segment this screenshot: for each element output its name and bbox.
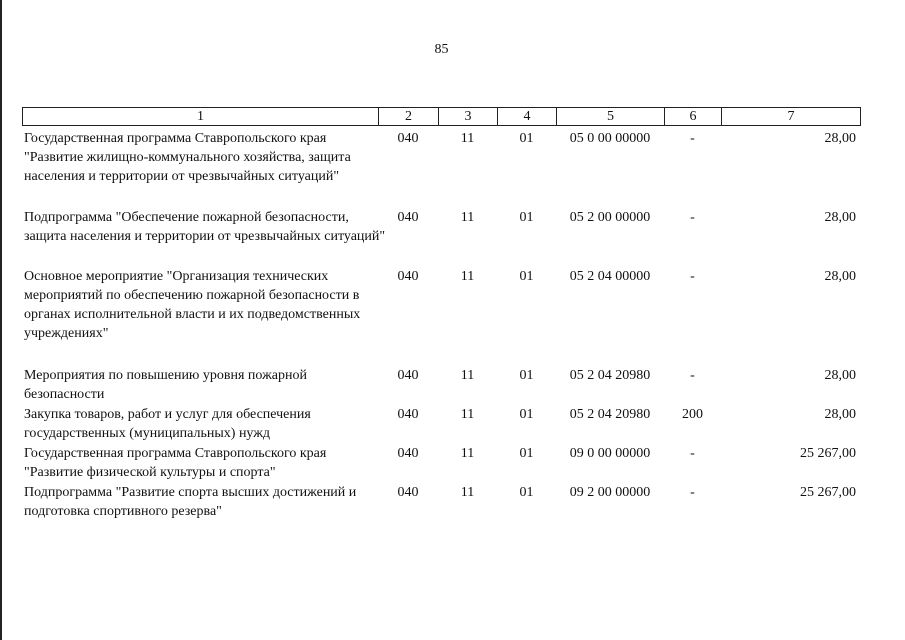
row-code-5: 09 0 00 00000 — [569, 446, 651, 461]
row-amount: 28,00 — [824, 368, 856, 383]
row-code-2: 040 — [397, 446, 419, 461]
row-code-5: 05 2 04 00000 — [569, 269, 651, 284]
row-name: Закупка товаров, работ и услуг для обеспечения государственных (муниципальных) нужд — [24, 407, 311, 441]
row-code-5: 05 2 04 20980 — [569, 368, 651, 383]
row-name: Государственная программа Ставропольского края "Развитие жилищно-коммунального хозяйства, защита населения и территории от чрезвычайных ситуаций" — [24, 131, 351, 184]
row-name: Мероприятия по повышению уровня пожарной безопасности — [24, 368, 307, 402]
row-code-6: - — [690, 446, 695, 461]
header-cell-7: 7 — [721, 107, 861, 126]
row-code-5: 05 2 00 00000 — [569, 210, 651, 225]
row-name: Основное мероприятие "Организация технических мероприятий по обеспечению пожарной безопасности в органах исполнительной власти и их подведомственных учреждениях" — [24, 269, 361, 341]
row-amount: 25 267,00 — [800, 485, 856, 500]
row-code-5: 05 2 04 20980 — [569, 407, 651, 422]
row-code-4: 01 — [519, 368, 534, 383]
header-cell-4: 4 — [497, 107, 557, 126]
row-amount: 28,00 — [824, 210, 856, 225]
row-code-3: 11 — [460, 131, 475, 146]
row-code-2: 040 — [397, 485, 419, 500]
row-code-3: 11 — [460, 407, 475, 422]
row-name: Государственная программа Ставропольского края "Развитие физической культуры и спорта" — [24, 446, 327, 480]
page-number: 85 — [434, 42, 449, 57]
row-code-3: 11 — [460, 446, 475, 461]
row-code-2: 040 — [397, 407, 419, 422]
row-code-4: 01 — [519, 210, 534, 225]
row-name: Подпрограмма "Развитие спорта высших достижений и подготовка спортивного резерва" — [24, 485, 357, 519]
row-code-4: 01 — [519, 131, 534, 146]
header-cell-5: 5 — [556, 107, 665, 126]
row-code-3: 11 — [460, 368, 475, 383]
row-code-2: 040 — [397, 269, 419, 284]
row-amount: 28,00 — [824, 269, 856, 284]
row-code-6: - — [690, 485, 695, 500]
page-left-edge — [0, 0, 2, 640]
row-code-2: 040 — [397, 368, 419, 383]
row-amount: 25 267,00 — [800, 446, 856, 461]
row-code-3: 11 — [460, 485, 475, 500]
row-code-6: - — [690, 368, 695, 383]
row-code-4: 01 — [519, 485, 534, 500]
row-code-4: 01 — [519, 407, 534, 422]
row-code-6: - — [690, 131, 695, 146]
row-code-5: 09 2 00 00000 — [569, 485, 651, 500]
row-amount: 28,00 — [824, 131, 856, 146]
row-code-6: - — [690, 210, 695, 225]
row-code-6: - — [690, 269, 695, 284]
row-code-6: 200 — [682, 407, 703, 422]
row-code-4: 01 — [519, 269, 534, 284]
row-code-3: 11 — [460, 269, 475, 284]
header-cell-6: 6 — [664, 107, 722, 126]
row-code-5: 05 0 00 00000 — [569, 131, 651, 146]
header-cell-1: 1 — [22, 107, 379, 126]
row-code-2: 040 — [397, 131, 419, 146]
row-amount: 28,00 — [824, 407, 856, 422]
header-cell-3: 3 — [438, 107, 498, 126]
row-code-2: 040 — [397, 210, 419, 225]
header-cell-2: 2 — [378, 107, 439, 126]
row-code-4: 01 — [519, 446, 534, 461]
row-code-3: 11 — [460, 210, 475, 225]
row-name: Подпрограмма "Обеспечение пожарной безопасности, защита населения и территории от чрезвычайных ситуаций" — [24, 210, 386, 244]
